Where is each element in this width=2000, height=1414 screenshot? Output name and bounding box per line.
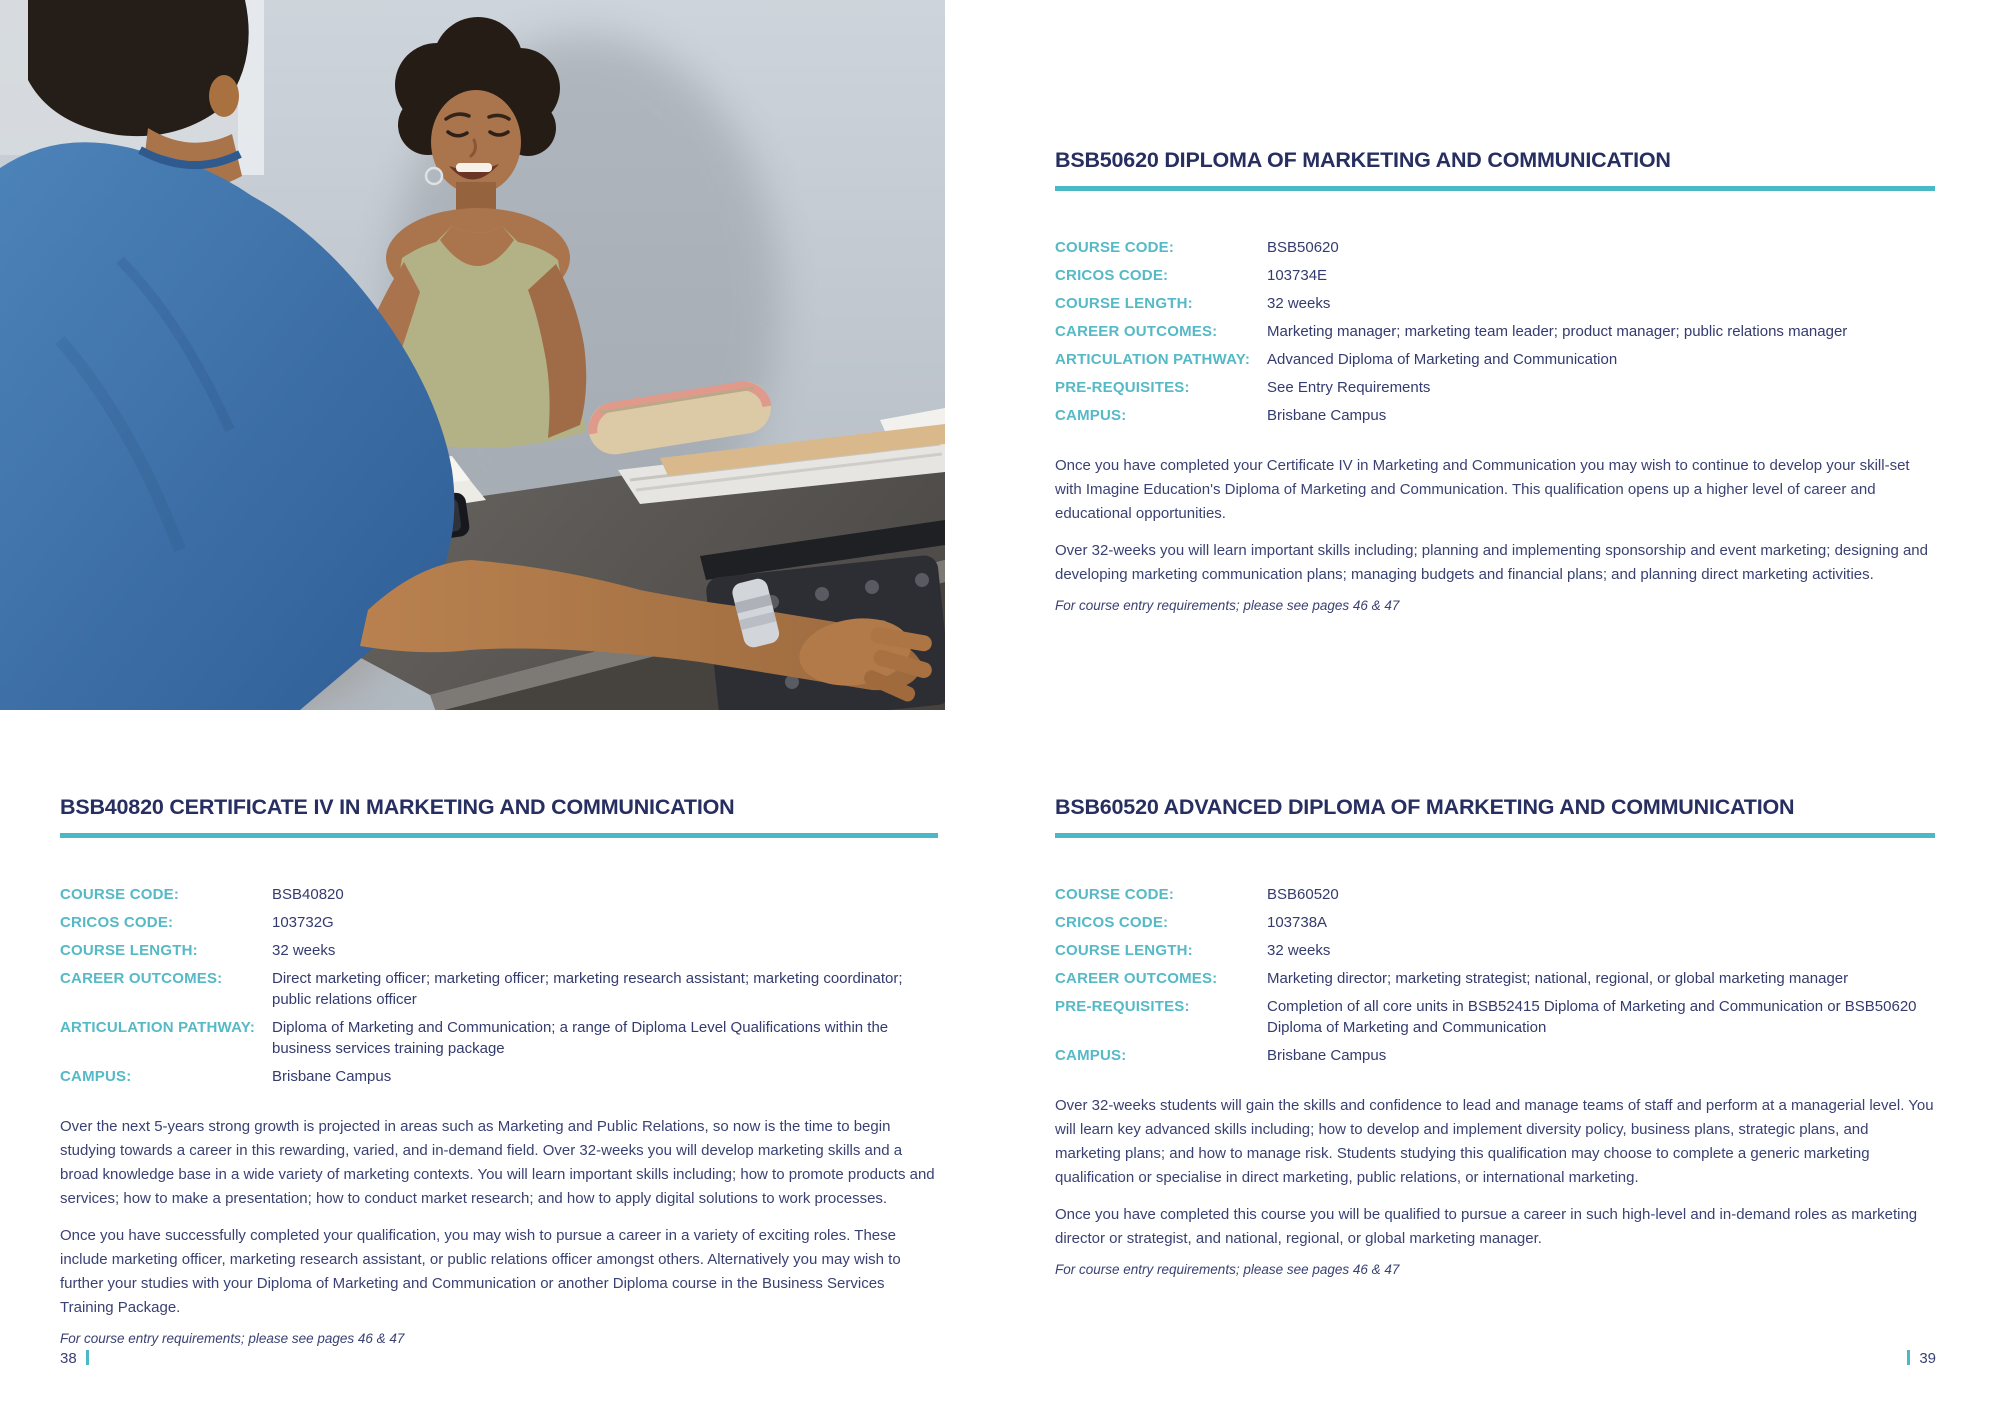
detail-value: 32 weeks <box>1267 942 1331 959</box>
heading-rule <box>1055 186 1935 191</box>
detail-value: See Entry Requirements <box>1267 379 1431 396</box>
detail-label: CAMPUS: <box>1055 407 1127 424</box>
detail-label: COURSE LENGTH: <box>1055 295 1193 312</box>
detail-label: COURSE CODE: <box>1055 886 1175 903</box>
detail-value: Brisbane Campus <box>1267 1047 1387 1064</box>
detail-label: CAREER OUTCOMES: <box>60 970 223 987</box>
detail-value: 103732G <box>272 914 334 931</box>
detail-label: CRICOS CODE: <box>1055 914 1169 931</box>
detail-label: COURSE CODE: <box>60 886 180 903</box>
detail-label: PRE-REQUISITES: <box>1055 998 1190 1015</box>
detail-label: CAREER OUTCOMES: <box>1055 970 1218 987</box>
detail-label: PRE-REQUISITES: <box>1055 379 1190 396</box>
entry-requirements-note: For course entry requirements; please see pages 46 & 47 <box>1055 1262 1400 1277</box>
heading-rule <box>60 833 938 838</box>
entry-requirements-note: For course entry requirements; please see pages 46 & 47 <box>1055 598 1400 613</box>
heading-rule <box>1055 833 1935 838</box>
detail-value: Brisbane Campus <box>1267 407 1387 424</box>
course-description: Once you have completed your Certificate IV in Marketing and Communication you may wish to continue to develop your skill-set with Imagine Education's Diploma of Marketing and Communication. This qualification opens up a higher level of career and educational opportunities. <box>1055 457 1910 522</box>
detail-value: 103734E <box>1267 267 1328 284</box>
detail-value: BSB50620 <box>1267 239 1339 256</box>
page-number-divider <box>86 1350 89 1365</box>
page-number-right <box>1907 1350 1936 1367</box>
course-description: Once you have completed this course you will be qualified to pursue a career in such high-level and in-demand roles as marketing director or strategist, and national, regional, or global marketing manager. <box>1055 1206 1918 1247</box>
detail-value: 32 weeks <box>1267 295 1331 312</box>
detail-value: Marketing manager; marketing team leader; product manager; public relations manager <box>1267 323 1848 340</box>
detail-value: Brisbane Campus <box>272 1068 392 1085</box>
page-number-text: 38 <box>60 1350 77 1367</box>
detail-label: CRICOS CODE: <box>60 914 174 931</box>
course-description: Once you have successfully completed your qualification, you may wish to pursue a career in a variety of exciting roles. These include marketing officer, marketing research assistant, or public relations officer amongst others. Alternatively you may wish to further your studies with your Diploma of Marketing and Communication or another Diploma course in the Business Services Training Package. <box>60 1227 901 1316</box>
page-number-left <box>60 1350 89 1367</box>
course-heading: BSB60520 ADVANCED DIPLOMA OF MARKETING AND COMMUNICATION <box>1055 795 1795 819</box>
course-description: Over 32-weeks students will gain the skills and confidence to lead and manage teams of staff and perform at a managerial level. You will learn key advanced skills including; how to develop and implement diversity policy, business plans, strategic plans, and marketing plans; and how to manage risk. Students studying this qualification may choose to complete a generic marketing qualification or specialise in direct marketing, public relations, or international marketing. <box>1055 1097 1934 1186</box>
detail-value: BSB60520 <box>1267 886 1339 903</box>
detail-value: Diploma of Marketing and Communication; a range of Diploma Level Qualifications within the business services training package <box>272 1019 889 1057</box>
detail-value: 32 weeks <box>272 942 336 959</box>
detail-value: Marketing director; marketing strategist; national, regional, or global marketing manager <box>1267 970 1849 987</box>
detail-label: CAMPUS: <box>60 1068 132 1085</box>
students-photo <box>0 0 945 710</box>
detail-value: BSB40820 <box>272 886 344 903</box>
course-heading: BSB50620 DIPLOMA OF MARKETING AND COMMUNICATION <box>1055 148 1671 172</box>
course-description: Over 32-weeks you will learn important skills including; planning and implementing sponsorship and event marketing; designing and developing marketing communication plans; managing budgets and financial plans; and planning direct marketing activities. <box>1055 542 1928 583</box>
section-diploma-marketing <box>1055 148 1935 615</box>
course-description: Over the next 5-years strong growth is projected in areas such as Marketing and Public Relations, so now is the time to begin studying towards a career in this rewarding, varied, and in-demand field. Over 32-weeks you will develop marketing skills and a broad knowledge base in a wide variety of marketing contexts. You will learn important skills including; how to promote products and services; how to make a presentation; how to conduct market research; and how to apply digital solutions to work processes. <box>60 1118 935 1207</box>
detail-value: 103738A <box>1267 914 1328 931</box>
detail-label: ARTICULATION PATHWAY: <box>60 1019 256 1036</box>
course-details <box>1055 884 1935 1066</box>
detail-value: Completion of all core units in BSB52415 Diploma of Marketing and Communication or BSB50620 Diploma of Marketing and Communication <box>1267 998 1917 1036</box>
page-number-divider <box>1907 1350 1910 1365</box>
page-number-text: 39 <box>1919 1350 1936 1367</box>
section-advanced-diploma-marketing <box>1055 795 1935 1279</box>
students-photo-illustration <box>0 0 945 710</box>
detail-label: ARTICULATION PATHWAY: <box>1055 351 1251 368</box>
detail-value: Direct marketing officer; marketing officer; marketing research assistant; marketing coordinator; public relations officer <box>272 970 903 1008</box>
section-certificate-iv-marketing <box>60 795 938 1348</box>
detail-label: CAMPUS: <box>1055 1047 1127 1064</box>
course-details <box>60 884 938 1087</box>
course-details <box>1055 237 1935 426</box>
entry-requirements-note: For course entry requirements; please see pages 46 & 47 <box>60 1331 405 1346</box>
detail-label: CRICOS CODE: <box>1055 267 1169 284</box>
detail-label: COURSE CODE: <box>1055 239 1175 256</box>
detail-label: COURSE LENGTH: <box>60 942 198 959</box>
course-heading: BSB40820 CERTIFICATE IV IN MARKETING AND COMMUNICATION <box>60 795 735 819</box>
detail-label: CAREER OUTCOMES: <box>1055 323 1218 340</box>
detail-label: COURSE LENGTH: <box>1055 942 1193 959</box>
detail-value: Advanced Diploma of Marketing and Communication <box>1267 351 1618 368</box>
